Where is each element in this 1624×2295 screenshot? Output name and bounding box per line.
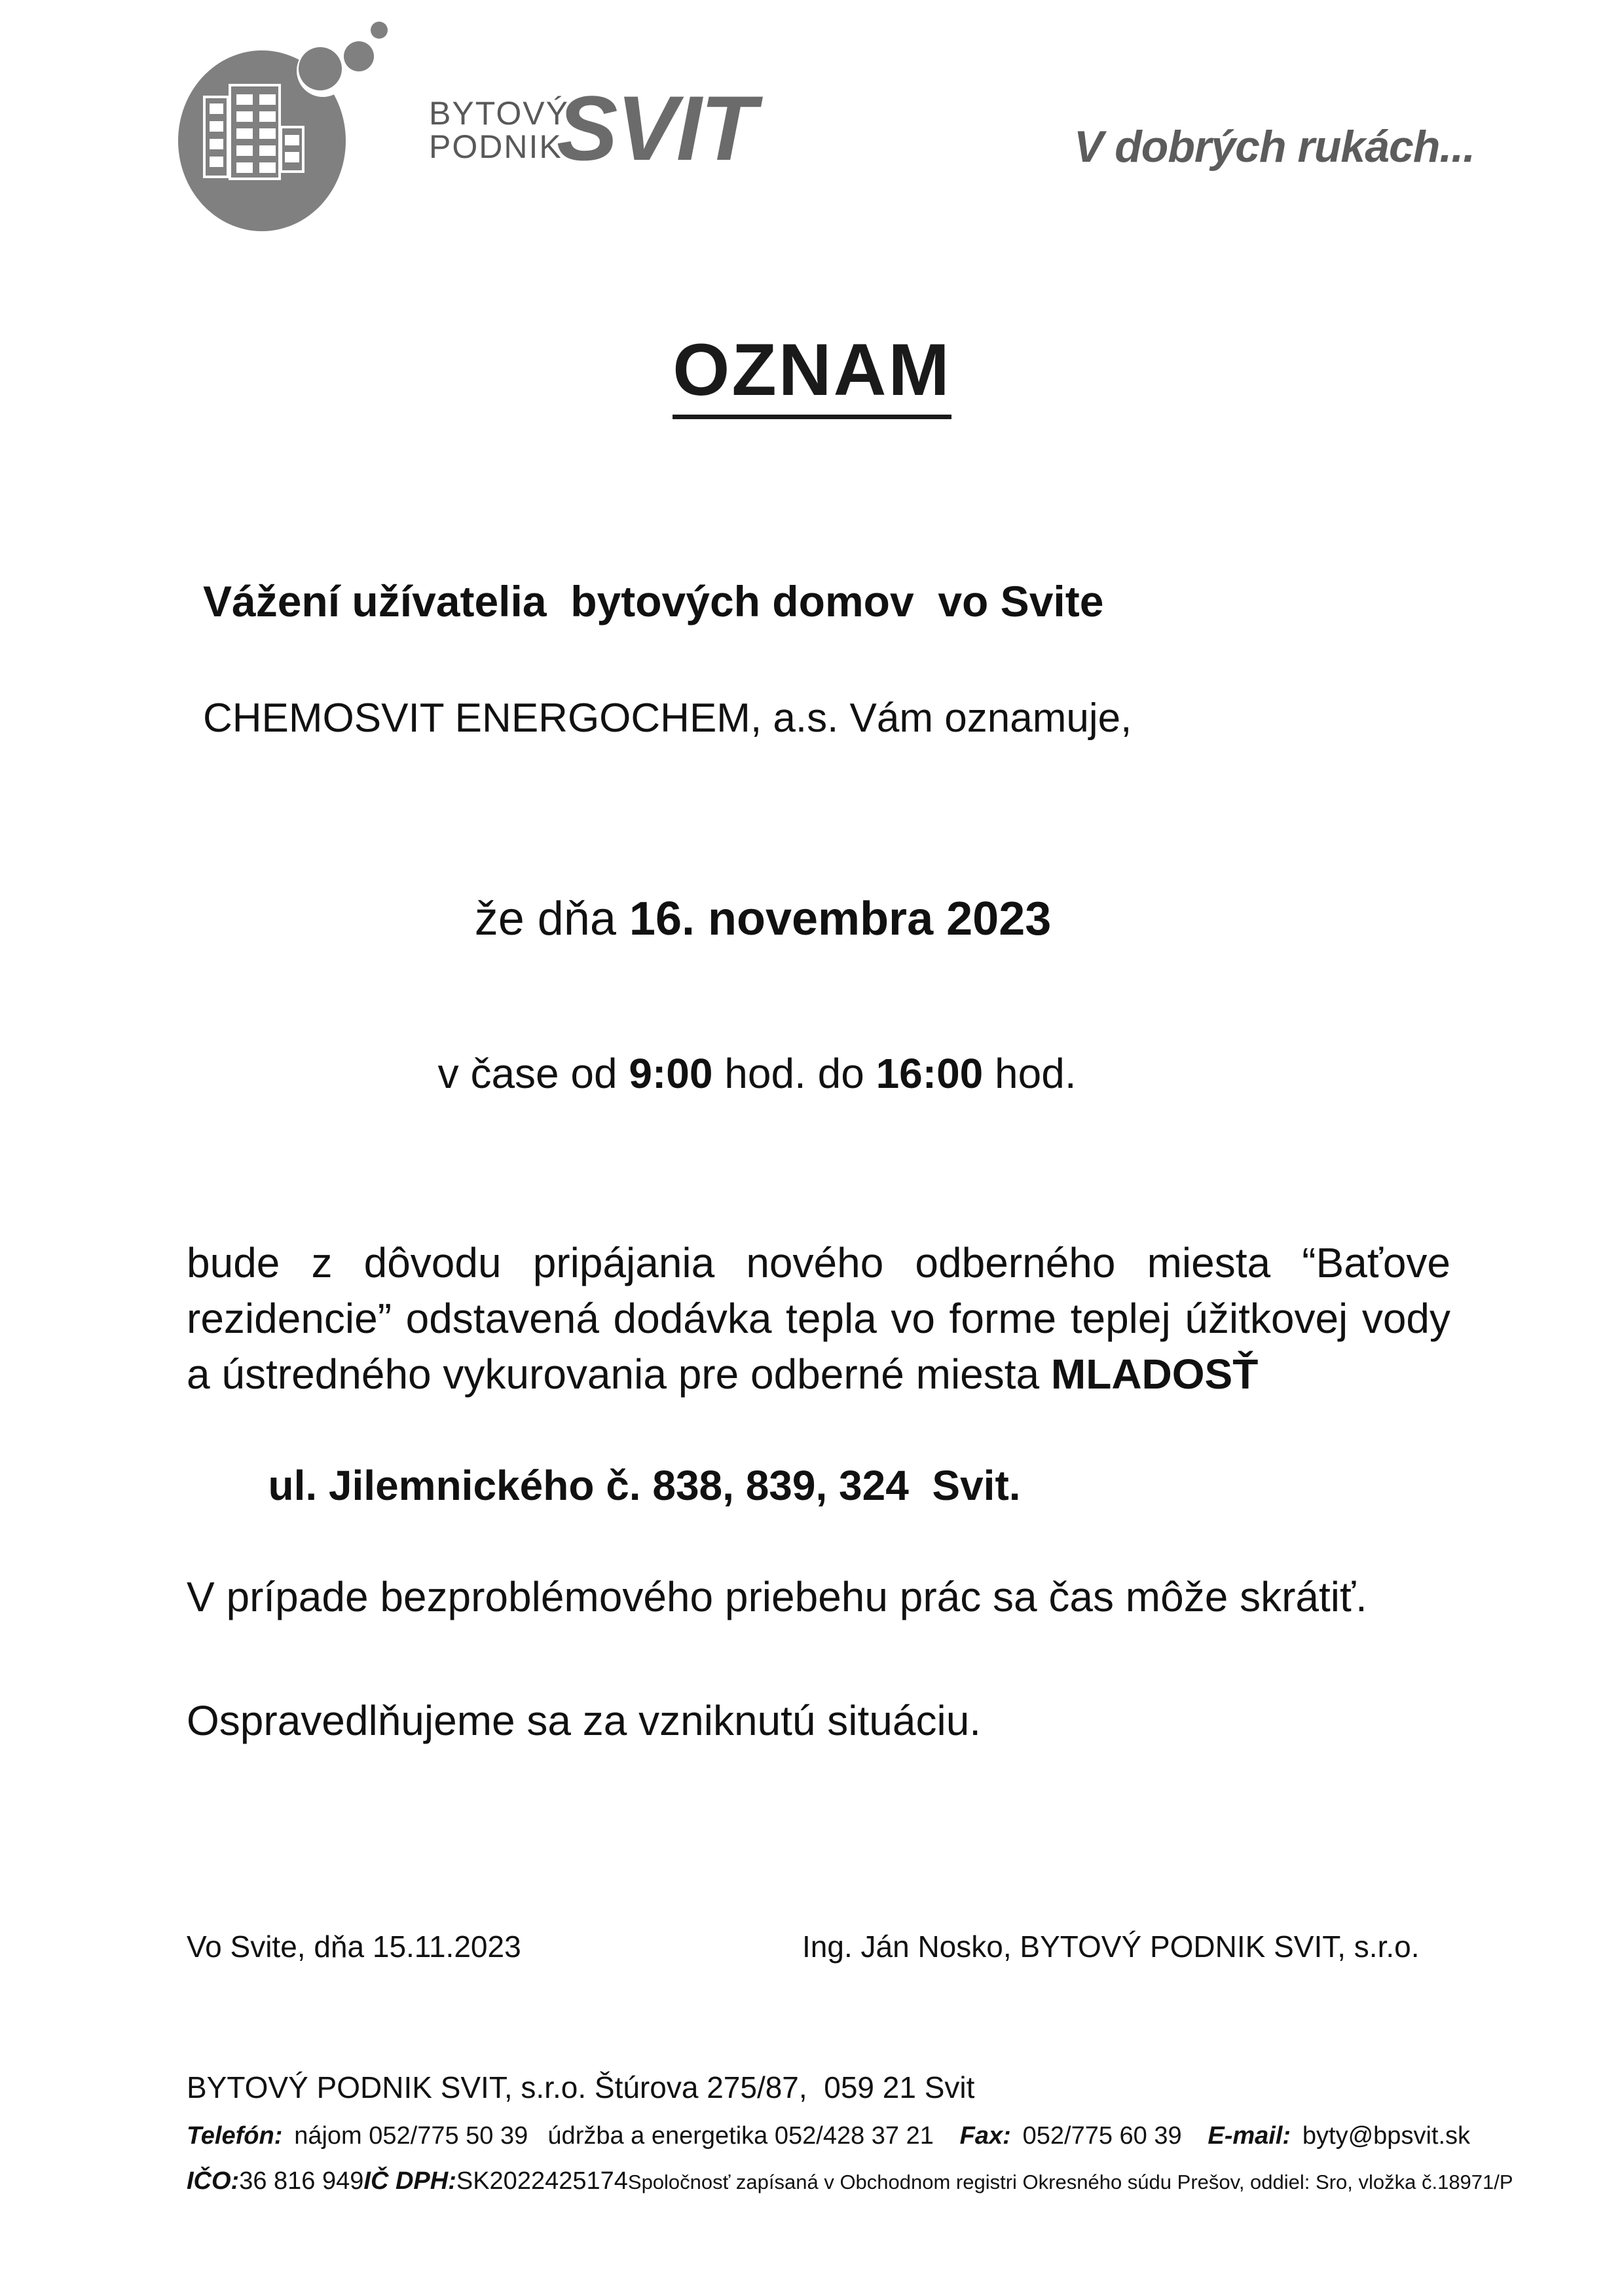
shortening-note-paragraph: V prípade bezproblémového priebehu prác sa čas môže skrátiť. (187, 1573, 1367, 1621)
apology-line: Ospravedlňujeme sa za vzniknutú situáciu. (187, 1697, 982, 1745)
outage-schedule (187, 840, 1450, 1147)
phone-label: Telefón: (187, 2122, 283, 2150)
affected-address-line (187, 1402, 1450, 1569)
outage-time-from: 9:00 (629, 1050, 713, 1098)
registry-note: Spoločnosť zapísaná v Obchodnom registri Okresného súdu Prešov, oddiel: Sro, vložka č.18971/P (627, 2171, 1513, 2193)
company-logo (174, 20, 828, 236)
outage-time-to: 16:00 (876, 1050, 984, 1098)
ico-label: IČO: (187, 2167, 240, 2195)
phone-value: nájom 052/775 50 39 (294, 2122, 528, 2150)
document-body (187, 576, 1450, 1749)
footer-registration-line (187, 2167, 1513, 2195)
page-title (0, 327, 1624, 412)
vat-label: IČ DPH: (363, 2167, 456, 2195)
company-tagline: V dobrých rukách... (1074, 122, 1475, 172)
salutation-line: Vážení užívatelia bytových domov vo Svite (203, 577, 1104, 625)
site-name-emphasis: MLADOSŤ (1050, 1350, 1259, 1398)
logo-brand-svit: SVIT (557, 77, 756, 179)
fax-label: Fax: (959, 2122, 1011, 2150)
page-title-text: OZNAM (673, 329, 951, 419)
outage-reason-text: bude z dôvodu pripájania nového odberného miesta “Baťove rezidencie” odstavená dodávka tepla vo forme teplej úžitkovej vody a ústredného vykurovania pre odberné miesta (187, 1239, 1450, 1398)
logo-word-bytovy: BYTOVÝ (429, 95, 569, 132)
email-value[interactable]: byty@bpsvit.sk (1302, 2122, 1470, 2150)
maintenance-phone-value: údržba a energetika 052/428 37 21 (547, 2122, 934, 2150)
signature-block (187, 1929, 1457, 1964)
logo-wordmark (429, 97, 569, 164)
outage-reason-paragraph (187, 1235, 1450, 1402)
email-label: E-mail: (1208, 2122, 1291, 2150)
affected-address: ul. Jilemnického č. 838, 839, 324 Svit. (256, 1462, 1021, 1510)
signature-signer: Ing. Ján Nosko, BYTOVÝ PODNIK SVIT, s.r.o. (802, 1930, 1420, 1964)
announcer-line: CHEMOSVIT ENERGOCHEM, a.s. Vám oznamuje, (203, 696, 1132, 741)
document-footer (187, 2070, 1513, 2195)
ico-value: 36 816 949 (239, 2167, 364, 2195)
time-mid: hod. do (712, 1050, 876, 1098)
signature-place-date: Vo Svite, dňa 15.11.2023 (187, 1930, 521, 1964)
time-prefix: v čase od (437, 1050, 629, 1098)
outage-date-line (187, 840, 1234, 998)
outage-time-line (187, 1002, 1234, 1147)
bytovy-podnik-svit-logo-icon (174, 20, 422, 239)
footer-contact-line (187, 2122, 1470, 2150)
date-prefix: že dňa (474, 892, 629, 945)
fax-value: 052/775 60 39 (1022, 2122, 1182, 2150)
logo-word-podnik: PODNIK (429, 128, 563, 165)
vat-value: SK2022425174 (456, 2167, 628, 2195)
document-header (0, 20, 1624, 242)
footer-company-address: BYTOVÝ PODNIK SVIT, s.r.o. Štúrova 275/87, 059 21 Svit (187, 2070, 975, 2104)
time-suffix: hod. (983, 1050, 1077, 1098)
outage-date: 16. novembra 2023 (629, 892, 1052, 945)
